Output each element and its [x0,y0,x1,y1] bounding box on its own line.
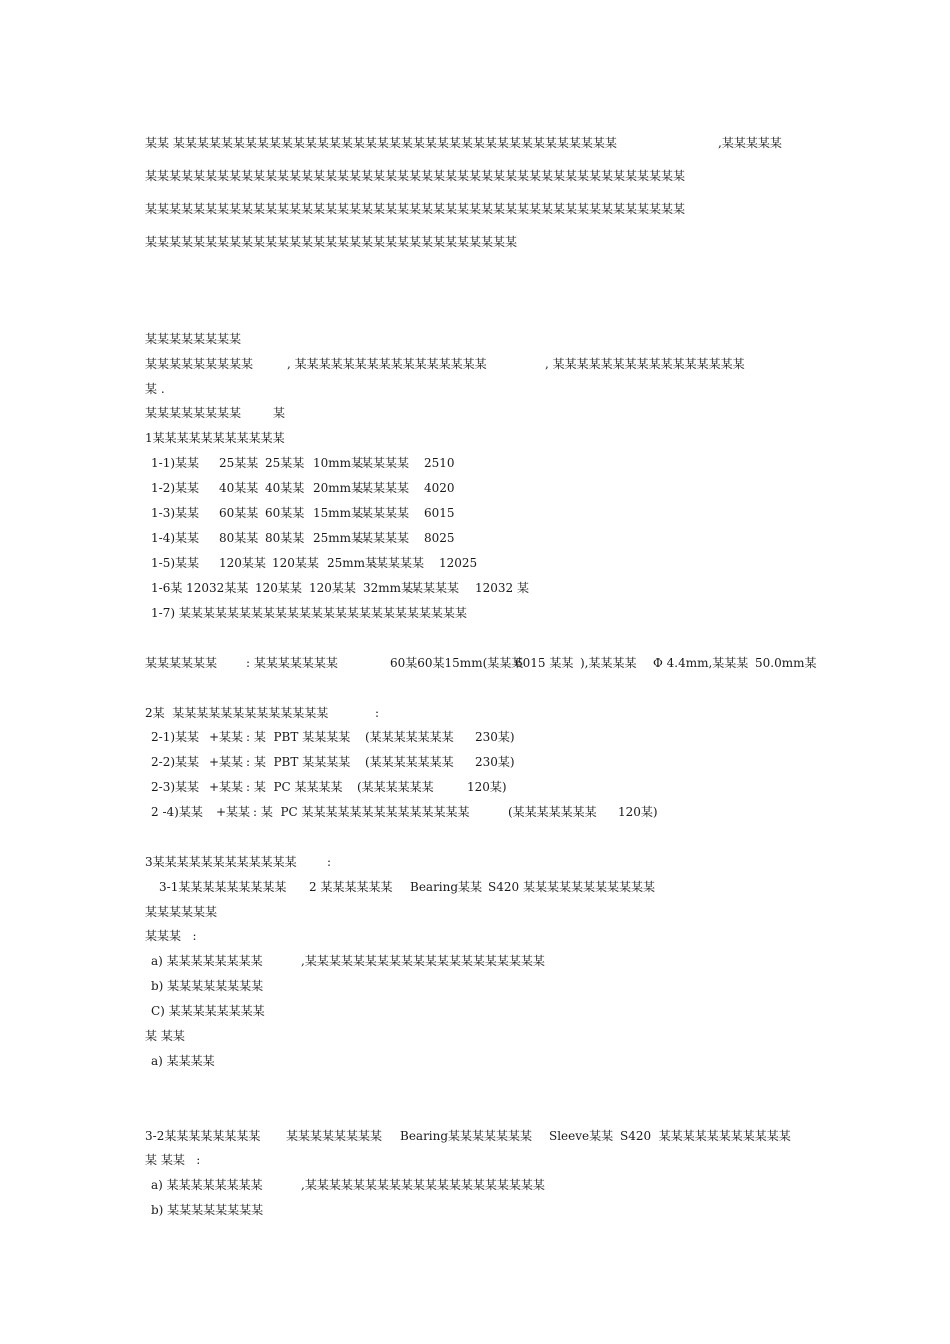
size-item-label: :某某某某 [357,481,410,495]
section-label-a: 某某某某某某某某 [145,406,242,420]
material-item-code: 2-1)某某 [151,730,200,744]
size-item-code: 1-5)某某 [151,556,200,570]
bearing-bullet-a-cont: ,某某某某某某某某某某某某某某某某某某某某 [301,954,545,968]
size-item-h: 120某某 [309,581,356,595]
material-item-temp: 230某) [475,730,515,744]
size-item-code: 1-3)某某 [151,506,200,520]
bearing-sub1-c: Bearing某某 [410,880,483,894]
size-item-model: 8025 [424,531,455,545]
bearing-line-a: 某某某某某某 [145,905,218,919]
intro-line-1a: 某某 某某某某某某某某某某某某某某某某某某某某某某某某某某某某某某某某某某某某某 [145,136,617,150]
size-item-h: 80某某 [265,531,305,545]
size-item-w: 120某某 [255,581,302,595]
section-para-end: 某 . [145,382,165,396]
material-item-plus: +某某 [209,755,244,769]
size-item-code: 1-6某 12032某某 [151,581,249,595]
bearing-sub2-b: 某某某某某某某某 [286,1129,383,1143]
material-item-plus: +某某 [209,780,244,794]
bearing-sub2-c: Bearing某某某某某某某 [400,1129,533,1143]
material-item-temp-label: (某某某某某某某 [365,755,454,769]
size-item-h: 40某某 [265,481,305,495]
size-item-code: 1-4)某某 [151,531,200,545]
size-item-code: 1-1)某某 [151,456,200,470]
size-item-7: 1-7) 某某某某某某某某某某某某某某某某某某某某某某某某 [151,606,467,620]
size-item-t: 20mm某 [313,481,364,495]
material-item-desc: : 某 PC 某某某某 [246,780,343,794]
size-item-label: :某某某某 [357,506,410,520]
material-item-desc: : 某 PC 某某某某某某某某某某某某某某 [253,805,470,819]
bearing-bullet-c: C) 某某某某某某某某 [151,1004,265,1018]
section-para-b: , 某某某某某某某某某某某某某某某某 [287,357,487,371]
bearing-line-b: 某某某 : [145,929,197,943]
bearing-sub1-a: 3-1某某某某某某某某某 [159,880,287,894]
material-item-desc: : 某 PBT 某某某某 [246,730,351,744]
example-dims: 60某60某15mm(某某某 [390,656,524,670]
size-item-w: 80某某 [219,531,259,545]
section-heading: 某某某某某某某某 [145,332,242,346]
bearing-bullet-a: a) 某某某某某某某某 [151,954,263,968]
size-item-label: :某某某某 [407,581,460,595]
size-item-h: 60某某 [265,506,305,520]
example-hole: ),某某某某 [580,656,637,670]
material-item-code: 2-2)某某 [151,755,200,769]
size-item-h: 25某某 [265,456,305,470]
bearing-bullet2-a: a) 某某某某某某某某 [151,1178,263,1192]
intro-line-1b: ,某某某某某 [718,136,782,150]
bearing-bullet-last: a) 某某某某 [151,1054,215,1068]
bearing-line-d: 某 某某 : [145,1153,201,1167]
size-item-t: 15mm某 [313,506,364,520]
example-model: 6015 某某 [515,656,574,670]
size-item-model: 4020 [424,481,455,495]
size-item-w: 25某某 [219,456,259,470]
bearing-line-c: 某 某某 [145,1029,185,1043]
material-item-temp-label: (某某某某某某 [357,780,434,794]
size-item-t: 32mm某 [363,581,414,595]
material-item-temp-label: (某某某某某某某 [508,805,597,819]
size-item-code: 1-2)某某 [151,481,200,495]
material-item-temp: 120某) [467,780,507,794]
size-item-label: :某某某某 [372,556,425,570]
example-label: 某某某某某某 [145,656,218,670]
bearing-sub1-b: 2 某某某某某某 [309,880,393,894]
section-para-a: 某某某某某某某某某 [145,357,254,371]
example-length: 50.0mm某 [755,656,817,670]
bearing-sub2-e: S420 某某某某某某某某某某某 [620,1129,791,1143]
materials-colon: : [375,706,380,720]
bearings-heading: 3某某某某某某某某某某某某 [145,855,297,869]
size-item-w: 60某某 [219,506,259,520]
size-item-t: 25mm某 [327,556,378,570]
bearing-sub2-d: Sleeve某某 [549,1129,614,1143]
sizes-heading: 1某某某某某某某某某某某 [145,431,285,445]
size-item-model: 12025 [439,556,478,570]
material-item-code: 2-3)某某 [151,780,200,794]
material-item-temp: 120某) [618,805,658,819]
size-item-label: :某某某某 [357,531,410,545]
material-item-temp: 230某) [475,755,515,769]
size-item-label: :某某某某 [357,456,410,470]
section-label-b: 某 [273,406,286,420]
bearing-sub1-d: S420 某某某某某某某某某某某 [488,880,655,894]
intro-line-4: 某某某某某某某某某某某某某某某某某某某某某某某某某某某某某某某 [145,235,518,249]
size-item-model: 2510 [424,456,455,470]
material-item-plus: +某某 [209,730,244,744]
size-item-t: 10mm某 [313,456,364,470]
example-diameter: Φ 4.4mm,某某某 [653,656,749,670]
material-item-desc: : 某 PBT 某某某某 [246,755,351,769]
size-item-t: 25mm某 [313,531,364,545]
bearings-colon: : [327,855,332,869]
example-desc: : 某某某某某某某 [246,656,338,670]
intro-line-2: 某某某某某某某某某某某某某某某某某某某某某某某某某某某某某某某某某某某某某某某某某某某某某 [145,169,686,183]
bearing-bullet2-a-cont: ,某某某某某某某某某某某某某某某某某某某某 [301,1178,545,1192]
size-item-h: 120某某 [272,556,319,570]
size-item-model: 12032 某 [475,581,529,595]
bearing-sub2-a: 3-2某某某某某某某某 [145,1129,261,1143]
size-item-w: 120某某 [219,556,266,570]
intro-line-3: 某某某某某某某某某某某某某某某某某某某某某某某某某某某某某某某某某某某某某某某某某某某某某 [145,202,686,216]
size-item-model: 6015 [424,506,455,520]
material-item-code: 2 -4)某某 [151,805,203,819]
material-item-plus: +某某 [216,805,251,819]
bearing-bullet2-b: b) 某某某某某某某某 [151,1203,264,1217]
materials-heading: 2某 某某某某某某某某某某某某某 [145,706,329,720]
size-item-w: 40某某 [219,481,259,495]
bearing-bullet-b: b) 某某某某某某某某 [151,979,264,993]
section-para-c: , 某某某某某某某某某某某某某某某某 [545,357,745,371]
material-item-temp-label: (某某某某某某某 [365,730,454,744]
